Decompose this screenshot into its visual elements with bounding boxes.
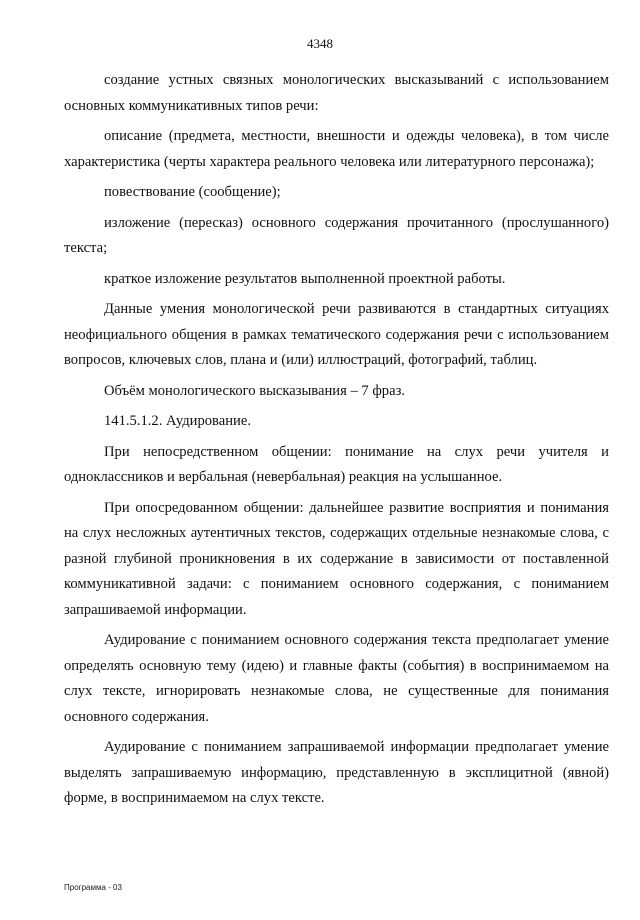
paragraph: При непосредственном общении: понимание на слух речи учителя и одноклассников и вербальная (невербальная) реакция на услышанное. bbox=[64, 443, 609, 485]
paragraph: При опосредованном общении: дальнейшее развитие восприятия и понимания на слух несложных аутентичных текстов, содержащих отдельные незнакомые слова, с разной глубиной проникновения в их содержание в зависимости от поставленной коммуникативной задачи: с пониманием основного содержания, с пониманием запрашиваемой информации. bbox=[64, 499, 609, 618]
paragraph: Аудирование с пониманием основного содержания текста предполагает умение определять основную тему (идею) и главные факты (события) в воспринимаемом на слух тексте, игнорировать незнакомые слова, не существенные для понимания основного содержания. bbox=[64, 632, 609, 725]
paragraph: создание устных связных монологических высказываний с использованием основных коммуникативных типов речи: bbox=[64, 72, 609, 114]
paragraph: краткое изложение результатов выполненной проектной работы. bbox=[104, 270, 506, 287]
page-footer: Программа - 03 bbox=[64, 883, 122, 892]
document-body bbox=[64, 68, 609, 817]
paragraph: изложение (пересказ) основного содержания прочитанного (прослушанного) текста; bbox=[64, 214, 609, 256]
section-heading: 141.5.1.2. Аудирование. bbox=[104, 413, 251, 429]
paragraph: Объём монологического высказывания – 7 фраз. bbox=[104, 382, 405, 399]
paragraph: повествование (сообщение); bbox=[104, 184, 281, 200]
page-number: 4348 bbox=[307, 36, 333, 51]
paragraph: Данные умения монологической речи развиваются в стандартных ситуациях неофициального общения в рамках тематического содержания речи с использованием вопросов, ключевых слов, плана и (или) иллюстраций, фотографий, таблиц. bbox=[64, 301, 609, 368]
paragraph: описание (предмета, местности, внешности и одежды человека), в том числе характеристика (черты характера реального человека или литературного персонажа); bbox=[64, 128, 609, 170]
paragraph: Аудирование с пониманием запрашиваемой информации предполагает умение выделять запрашиваемую информацию, представленную в эксплицитной (явной) форме, в воспринимаемом на слух тексте. bbox=[64, 739, 609, 806]
